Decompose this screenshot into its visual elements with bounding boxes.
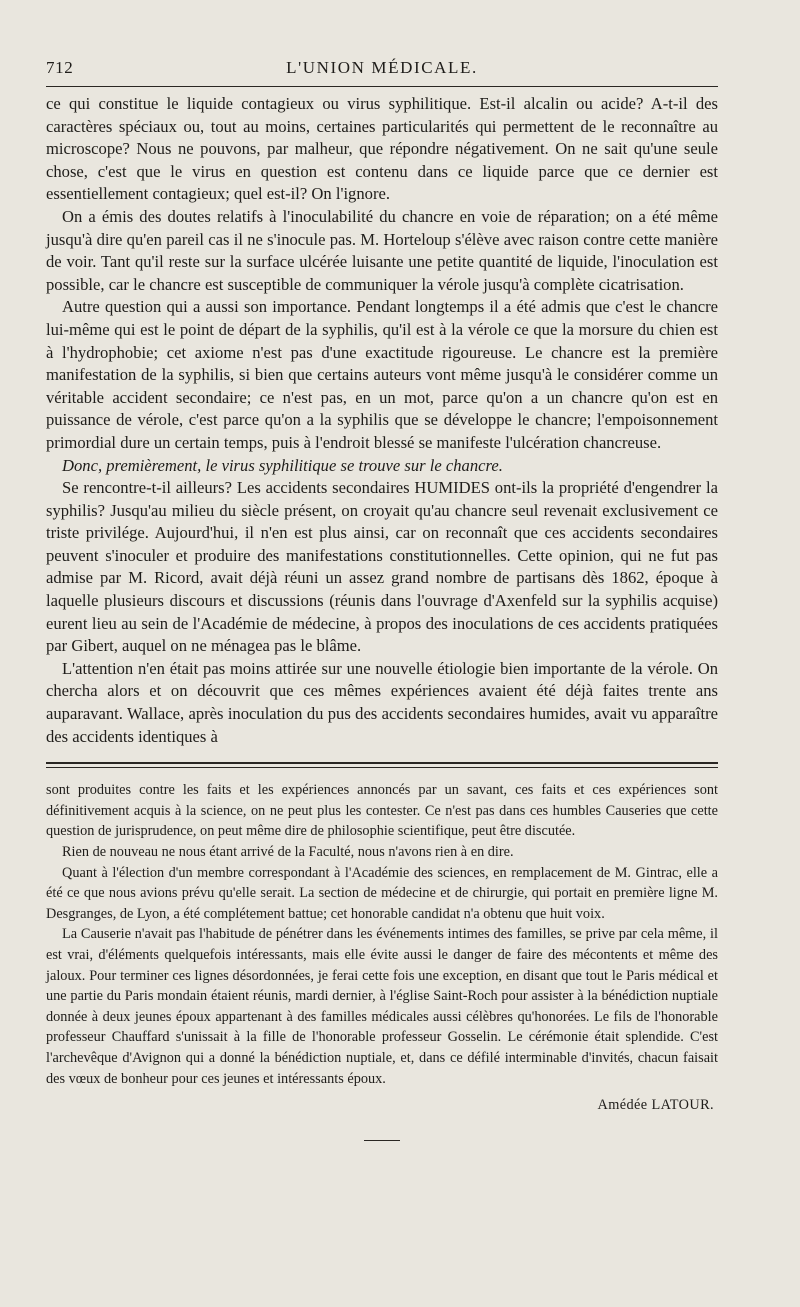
article-paragraph: On a émis des doutes relatifs à l'inoculabilité du chancre en voie de réparation; on a été même jusqu'à dire qu'en pareil cas il ne s'inocule pas. M. Horteloup s'élève avec raison contre cette manière de voir. Tant qu'il reste sur la surface ulcérée luisante une petite quantité de liquide, l'inoculation est possible, car le chancre est susceptible de communiquer la vérole jusqu'à complète cicatrisation. <box>46 206 718 294</box>
running-head <box>46 52 718 82</box>
feuilleton-paragraph: sont produites contre les faits et les expériences annoncés par un savant, ces faits et ces expériences sont définitivement acquis à la science, on ne peut plus les contester. Ce n'est pas dans ces humbles Causeries que cette question de jurisprudence, on peut même dire de philosophie scientifique, peut être discutée. <box>46 782 718 840</box>
page-number: 712 <box>46 58 74 77</box>
divider-rule-thick <box>46 762 718 764</box>
header-rule <box>46 86 718 87</box>
feuilleton-causerie <box>46 780 718 1141</box>
article-paragraph: ce qui constitue le liquide contagieux ou virus syphilitique. Est-il alcalin ou acide? A-t-il des caractères spéciaux ou, tout au moins, certaines particularités qui permettent de le reconnaître au microscope? Nous ne pouvons, par malheur, que répondre négativement. On ne sait qu'une seule chose, c'est que le virus en question est contenu dans ce liquide parce que ce dernier est essentiellement contagieux; quel est-il? On l'ignore. <box>46 94 718 204</box>
article-conclusion: Donc, premièrement, le virus syphilitique se trouve sur le chancre. <box>62 455 503 475</box>
journal-title: L'UNION MÉDICALE. <box>286 58 478 77</box>
end-rule <box>364 1140 400 1141</box>
article-body <box>46 93 718 748</box>
article-paragraph: Autre question qui a aussi son importance. Pendant longtemps il a été admis que c'est le chancre lui-même qui est le point de départ de la syphilis, qu'il est à la vérole ce que la morsure du chien est à l'hydrophobie; cet axiome n'est pas d'une exactitude rigoureuse. Le chancre est la première manifestation de la syphilis, si bien que certains auteurs vont même jusqu'à le considérer comme un véritable accident secondaire; ce n'est pas, en un mot, parce qu'on a un chancre qu'on est en puissance de vérole, c'est parce qu'on a la syphilis que se développe le chancre; l'empoisonnement primordial dure un certain temps, puis à l'endroit blessé se manifeste l'ulcération chancreuse. <box>46 297 718 452</box>
feuilleton-paragraph: La Causerie n'avait pas l'habitude de pénétrer dans les événements intimes des familles, se prive par cela même, il est vrai, d'éléments quelquefois intéressants, mais elle évite aussi le danger de faire des mécontents et même des jaloux. Pour terminer ces lignes désordonnées, je ferai cette fois une exception, en disant que tout le Paris médical et une partie du Paris mondain étaient réunis, mardi dernier, à l'église Saint-Roch pour assister à la bénédiction nuptiale donnée à deux jeunes époux appartenant à des familles médicales aussi célèbres qu'honorées. Le fils de l'honorable professeur Chauffard s'unissait à la fille de l'honorable professeur Gosselin. Le cérémonie était splendide. C'est l'archevêque d'Avignon qui a donné la bénédiction nuptiale, et, dans ce défilé interminable d'invités, chacun faisait des vœux de bonheur pour ces jeunes et intéressants époux. <box>46 926 718 1087</box>
feuilleton-paragraph: Quant à l'élection d'un membre correspondant à l'Académie des sciences, en remplacement de M. Gintrac, elle a été ce que nous avions prévu qu'elle serait. La section de médecine et de chirurgie, qui portait en première ligne M. Desgranges, de Lyon, a été complétement battue; cet honorable candidat n'a obtenu que huit voix. <box>46 864 718 922</box>
article-paragraph: Se rencontre-t-il ailleurs? Les accidents secondaires HUMIDES ont-ils la propriété d'engendrer la syphilis? Jusqu'au milieu du siècle présent, on croyait qu'au chancre seul revenait exclusivement ce triste privilége. Aujourd'hui, il n'en est plus ainsi, car on reconnaît que ces accidents secondaires peuvent s'inoculer et produire des manifestations constitutionnelles. Cette opinion, qui ne fut pas admise par M. Ricord, avait déjà réuni un assez grand nombre de partisans dès 1862, époque à laquelle plusieurs discours et discussions (réunis dans l'ouvrage d'Axenfeld sur la syphilis acquise) eurent lieu au sein de l'Académie de médecine, à propos des inoculations de ces accidents pratiquées par Gibert, auquel on ne ménagea pas le blâme. <box>46 478 718 656</box>
author-signature: Amédée LATOUR. <box>597 1097 714 1114</box>
article-paragraph: L'attention n'en était pas moins attirée sur une nouvelle étiologie bien importante de la vérole. On chercha alors et on découvrit que ces mêmes expériences avaient été déjà faites trente ans auparavant. Wallace, après inoculation du pus des accidents secondaires humides, avait vu apparaître des accidents identiques à <box>46 658 718 746</box>
feuilleton-paragraph: Rien de nouveau ne nous étant arrivé de la Faculté, nous n'avons rien à en dire. <box>62 844 514 860</box>
feuilleton-divider <box>46 762 718 768</box>
divider-rule-thin <box>46 767 718 768</box>
